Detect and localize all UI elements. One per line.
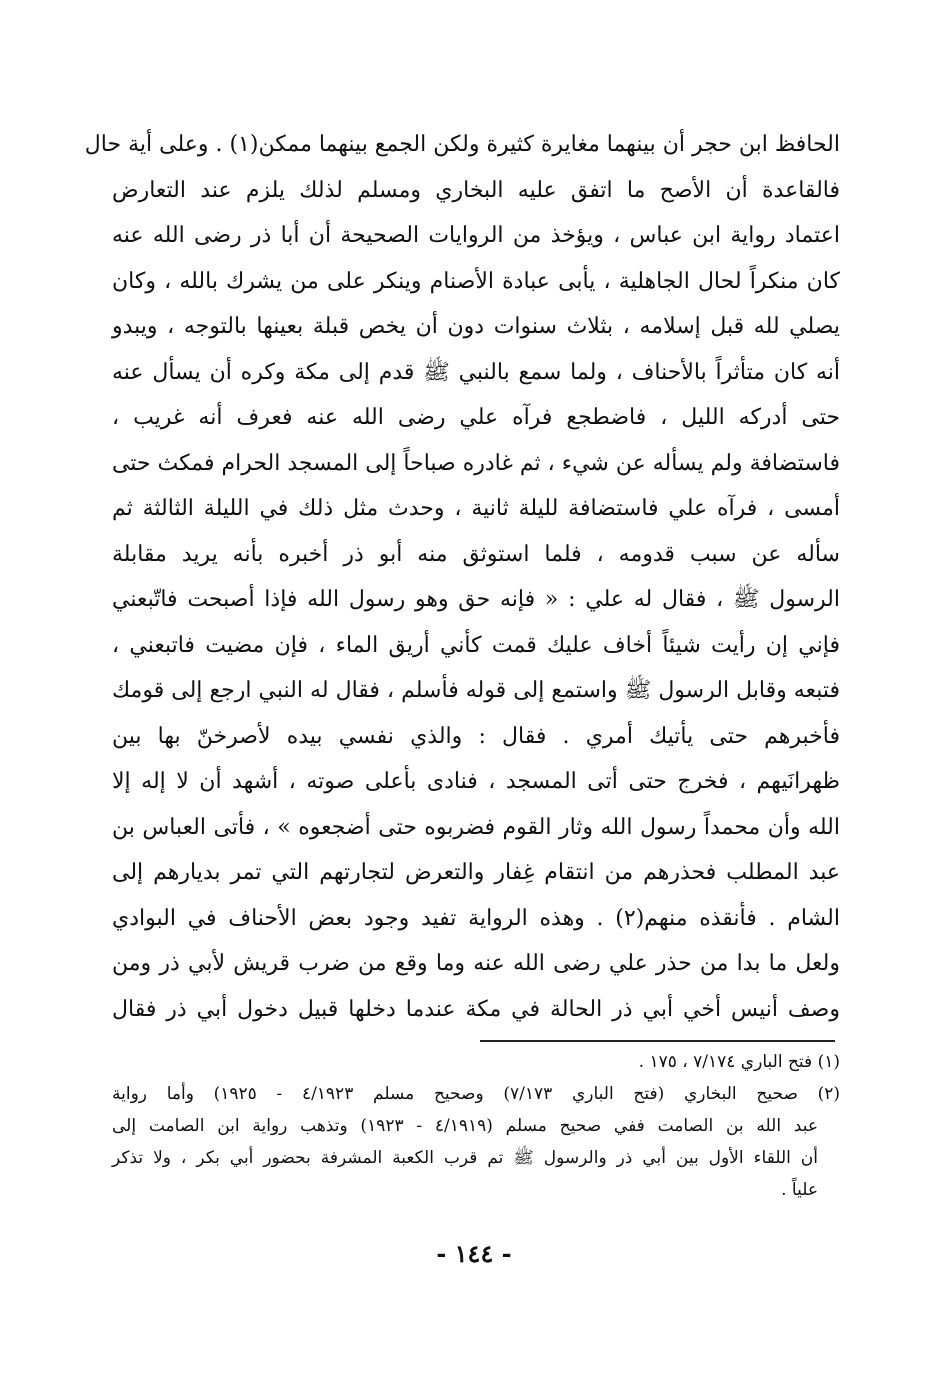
text-line: الرسول ﷺ ، فقال له علي : « فإنه حق وهو رسول الله فإذا أصبحت فاتّبعني <box>112 587 840 612</box>
text-line: الحافظ ابن حجر أن بينهما مغايرة كثيرة ولكن الجمع بينهما ممكن(١) . وعلى أية حال <box>84 132 840 157</box>
footnote-2-continued: علياً . <box>781 1180 818 1200</box>
text-line: حتى أدركه الليل ، فاضطجع فرآه علي رضى الله عنه فعرف أنه غريب ، <box>112 405 840 430</box>
text-line: فالقاعدة أن الأصح ما اتفق عليه البخاري ومسلم لذلك يلزم عند التعارض <box>112 177 840 203</box>
text-line: ظهرانَيهم ، فخرج حتى أتى المسجد ، فنادى بأعلى صوته ، أشهد أن لا إله إلا <box>112 769 840 794</box>
text-line: الله وأن محمداً رسول الله وثار القوم فضربوه حتى أضجعوه » ، فأتى العباس بن <box>112 814 840 840</box>
page-number: - ١٤٤ - <box>436 1239 512 1268</box>
text-line: أمسى ، فرآه علي فاستضافة لليلة ثانية ، وحدث مثل ذلك في الليلة الثالثة ثم <box>112 496 840 521</box>
main-text <box>84 122 841 1032</box>
text-line: ولعل ما بدا من حذر علي رضى الله عنه وما وقع من ضرب قريش لأبي ذر ومن <box>112 951 840 976</box>
footnote-2-continued: عبد الله بن الصامت ففي صحيح مسلم (٤/١٩١٩ - ١٩٢٣) وتذهب رواية ابن الصامت إلى <box>112 1116 818 1136</box>
text-line: فاستضافة ولم يسأله عن شيء ، ثم غادره صباحاً إلى المسجد الحرام فمكث حتى <box>111 450 840 476</box>
text-line: سأله عن سبب قدومه ، فلما استوثق منه أبو ذر أخبره بأنه يريد مقابلة <box>112 541 840 567</box>
text-line: الشام . فأنقذه منهم(٢) . وهذه الرواية تفيد وجود بعض الأحناف في البوادي <box>112 905 840 931</box>
text-line: فأخبرهم حتى يأتيك أمري . فقال : والذي نفسي بيده لأصرخنّ بها بين <box>112 723 840 749</box>
footnotes <box>112 1046 840 1206</box>
text-line: فتبعه وقابل الرسول ﷺ واستمع إلى قوله فأسلم ، فقال له النبي ارجع إلى قومك <box>112 678 840 703</box>
text-line: فإني إن رأيت شيئاً أخاف عليك قمت كأني أريق الماء ، فإن مضيت فاتبعني ، <box>112 632 840 658</box>
footnote-2: (٢) صحيح البخاري (فتح الباري ٧/١٧٣) وصحيح مسلم ٤/١٩٢٣ - ١٩٢٥) وأما رواية <box>112 1084 840 1104</box>
text-line: عبد المطلب فحذرهم من انتقام غِفار والتعرض لتجارتهم التي تمر بديارهم إلى <box>112 860 840 885</box>
text-line: كان منكراً لحال الجاهلية ، يأبى عبادة الأصنام وينكر على من يشرك بالله ، وكان <box>112 268 840 294</box>
text-line: يصلي لله قبل إسلامه ، بثلاث سنوات دون أن يخص قبلة بعينها بالتوجه ، ويبدو <box>112 314 840 339</box>
text-line: وصف أنيس أخي أبي ذر الحالة في مكة عندما دخلها قبيل دخول أبي ذر فقال <box>112 996 840 1022</box>
footnote-2-continued: أن اللقاء الأول بين أبي ذر والرسول ﷺ تم قرب الكعبة المشرفة بحضور أبي بكر ، ولا تذكر <box>112 1148 818 1168</box>
footnote-divider <box>480 1040 835 1042</box>
text-line: أنه كان متأثراً بالأحناف ، ولما سمع بالنبي ﷺ قدم إلى مكة وكره أن يسأل عنه <box>112 359 841 385</box>
text-line: اعتماد رواية ابن عباس ، ويؤخذ من الروايات الصحيحة أن أبا ذر رضى الله عنه <box>112 223 840 248</box>
footnote-1: (١) فتح الباري ٧/١٧٤ ، ١٧٥ . <box>638 1052 840 1072</box>
